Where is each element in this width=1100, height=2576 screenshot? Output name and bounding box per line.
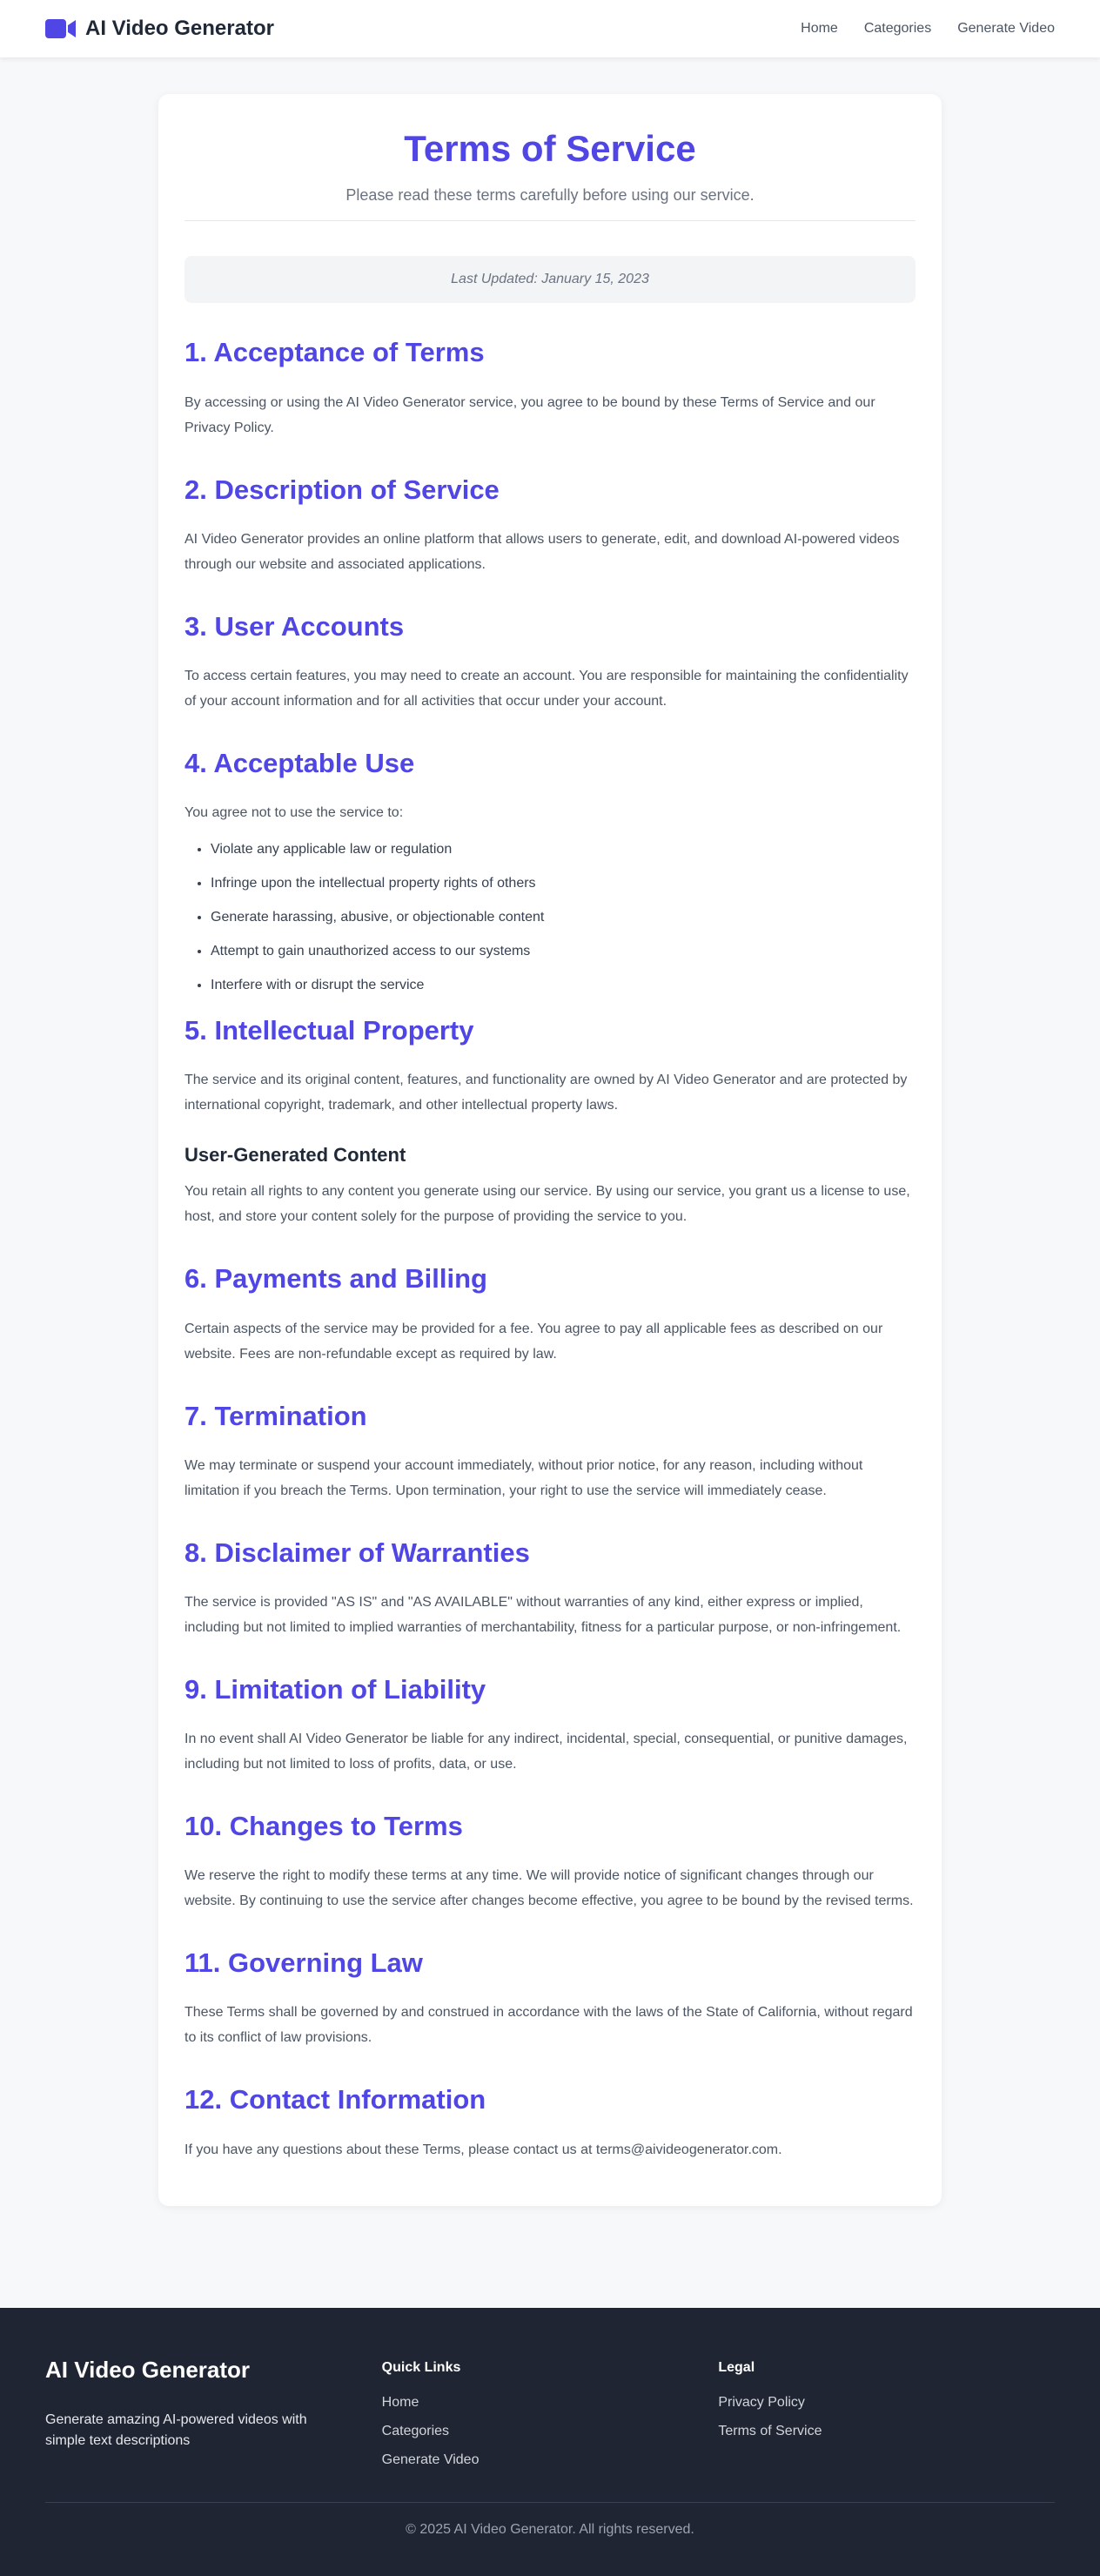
section-heading: 7. Termination	[184, 1400, 367, 1431]
section-governing-law	[184, 1947, 916, 2050]
section-heading: 5. Intellectual Property	[184, 1015, 474, 1046]
video-camera-icon	[45, 18, 77, 39]
section-heading: 10. Changes to Terms	[184, 1811, 463, 1842]
section-heading: 4. Acceptable Use	[184, 747, 415, 778]
section-body: If you have any questions about these Terms, please contact us at terms@aivideogenerator.com.	[184, 2142, 782, 2157]
section-body: You agree not to use the service to:	[184, 805, 404, 821]
footer-quick-links-heading: Quick Links	[381, 2360, 461, 2375]
footer-brand-column	[45, 2357, 382, 2481]
section-description	[184, 474, 916, 577]
footer-legal-column	[718, 2357, 1055, 2481]
nav-categories-link[interactable]: Categories	[863, 21, 932, 36]
subsection-heading: User-Generated Content	[184, 1144, 406, 1167]
list-item: • Interfere with or disrupt the service	[211, 975, 916, 995]
footer-quick-links	[382, 2395, 719, 2468]
section-body: By accessing or using the AI Video Generator service, you agree to be bound by these Terms of Service and our Privacy Policy.	[184, 394, 875, 435]
section-liability	[184, 1673, 916, 1777]
section-heading: 3. User Accounts	[184, 610, 405, 642]
last-updated-banner: Last Updated: January 15, 2023	[184, 256, 916, 303]
section-body: The service is provided "AS IS" and "AS AVAILABLE" without warranties of any kind, either express or implied, including but not limited to implied warranties of merchantability, fitness for a particular purpose, or non-infringement.	[184, 1594, 902, 1635]
section-contact	[184, 2083, 916, 2162]
section-acceptable-use	[184, 747, 916, 995]
list-item: • Generate harassing, abusive, or objectionable content	[211, 907, 916, 927]
section-body: Certain aspects of the service may be provided for a fee. You agree to pay all applicable fees as described on our website. Fees are non-refundable except as required by law.	[184, 1321, 883, 1362]
brand-name: AI Video Generator	[85, 17, 274, 40]
main-nav	[801, 21, 1055, 37]
footer-link-home[interactable]: Home	[381, 2395, 419, 2410]
section-disclaimer	[184, 1537, 916, 1640]
footer-tagline: Generate amazing AI-powered videos with simple text descriptions	[45, 2412, 307, 2448]
site-header	[0, 0, 1100, 57]
section-body: AI Video Generator provides an online platform that allows users to generate, edit, and download AI-powered videos through our website and associated applications.	[184, 531, 900, 572]
section-payments	[184, 1262, 916, 1366]
prohibited-uses-list	[184, 839, 916, 995]
footer-columns	[45, 2357, 1055, 2481]
page-subtitle: Please read these terms carefully before using our service.	[345, 186, 755, 205]
section-heading: 11. Governing Law	[184, 1947, 423, 1979]
section-heading: 9. Limitation of Liability	[184, 1673, 486, 1705]
list-item: • Infringe upon the intellectual property rights of others	[211, 873, 916, 893]
footer-link-categories[interactable]: Categories	[381, 2424, 450, 2438]
footer-divider	[45, 2502, 1055, 2503]
subsection-body: You retain all rights to any content you generate using our service. By using our service, you grant us a license to use, host, and store your content solely for the purpose of providing the service to you.	[184, 1184, 910, 1225]
section-heading: 6. Payments and Billing	[184, 1263, 487, 1295]
footer-legal-heading: Legal	[718, 2360, 755, 2375]
terms-card	[158, 94, 942, 2206]
section-body: To access certain features, you may need to create an account. You are responsible for maintaining the confidentiality of your account information and for all activities that occur under your account.	[184, 668, 909, 709]
header-divider	[184, 220, 916, 221]
nav-home-link[interactable]: Home	[801, 21, 838, 36]
section-heading: 12. Contact Information	[184, 2084, 486, 2115]
section-user-accounts	[184, 610, 916, 714]
list-item: • Violate any applicable law or regulation	[211, 839, 916, 859]
page-title: Terms of Service	[404, 128, 696, 169]
section-changes	[184, 1810, 916, 1914]
footer-link-privacy-policy[interactable]: Privacy Policy	[718, 2395, 805, 2410]
footer-link-terms-of-service[interactable]: Terms of Service	[718, 2424, 822, 2438]
nav-generate-video-link[interactable]: Generate Video	[957, 21, 1055, 36]
section-body: We reserve the right to modify these terms at any time. We will provide notice of significant changes through our website. By continuing to use the service after changes become effective, you agree to be bound by the revised terms.	[184, 1868, 914, 1909]
section-heading: 1. Acceptance of Terms	[184, 337, 485, 368]
section-body: In no event shall AI Video Generator be liable for any indirect, incidental, special, consequential, or punitive damages, including but not limited to loss of profits, data, or use.	[184, 1732, 908, 1772]
section-body: These Terms shall be governed by and construed in accordance with the laws of the State of California, without regard to its conflict of law provisions.	[184, 2005, 913, 2046]
section-acceptance	[184, 336, 916, 440]
footer-quick-links-column	[382, 2357, 719, 2481]
footer-legal-links	[718, 2395, 1055, 2439]
list-item: • Attempt to gain unauthorized access to our systems	[211, 941, 916, 961]
section-body: The service and its original content, features, and functionality are owned by AI Video Generator and are protected by international copyright, trademark, and other intellectual property laws.	[184, 1073, 908, 1113]
section-body: We may terminate or suspend your account immediately, without prior notice, for any reason, including without limitation if you breach the Terms. Upon termination, your right to use the service will immediately cease.	[184, 1457, 863, 1498]
section-termination	[184, 1400, 916, 1503]
brand-link[interactable]	[45, 17, 274, 41]
section-heading: 2. Description of Service	[184, 474, 500, 505]
section-heading: 8. Disclaimer of Warranties	[184, 1537, 530, 1568]
footer-brand: AI Video Generator	[45, 2357, 251, 2383]
section-intellectual-property	[184, 1014, 916, 1229]
copyright-text: © 2025 AI Video Generator. All rights reserved.	[406, 2522, 694, 2537]
footer-link-generate-video[interactable]: Generate Video	[381, 2452, 480, 2467]
site-footer	[0, 2308, 1100, 2576]
